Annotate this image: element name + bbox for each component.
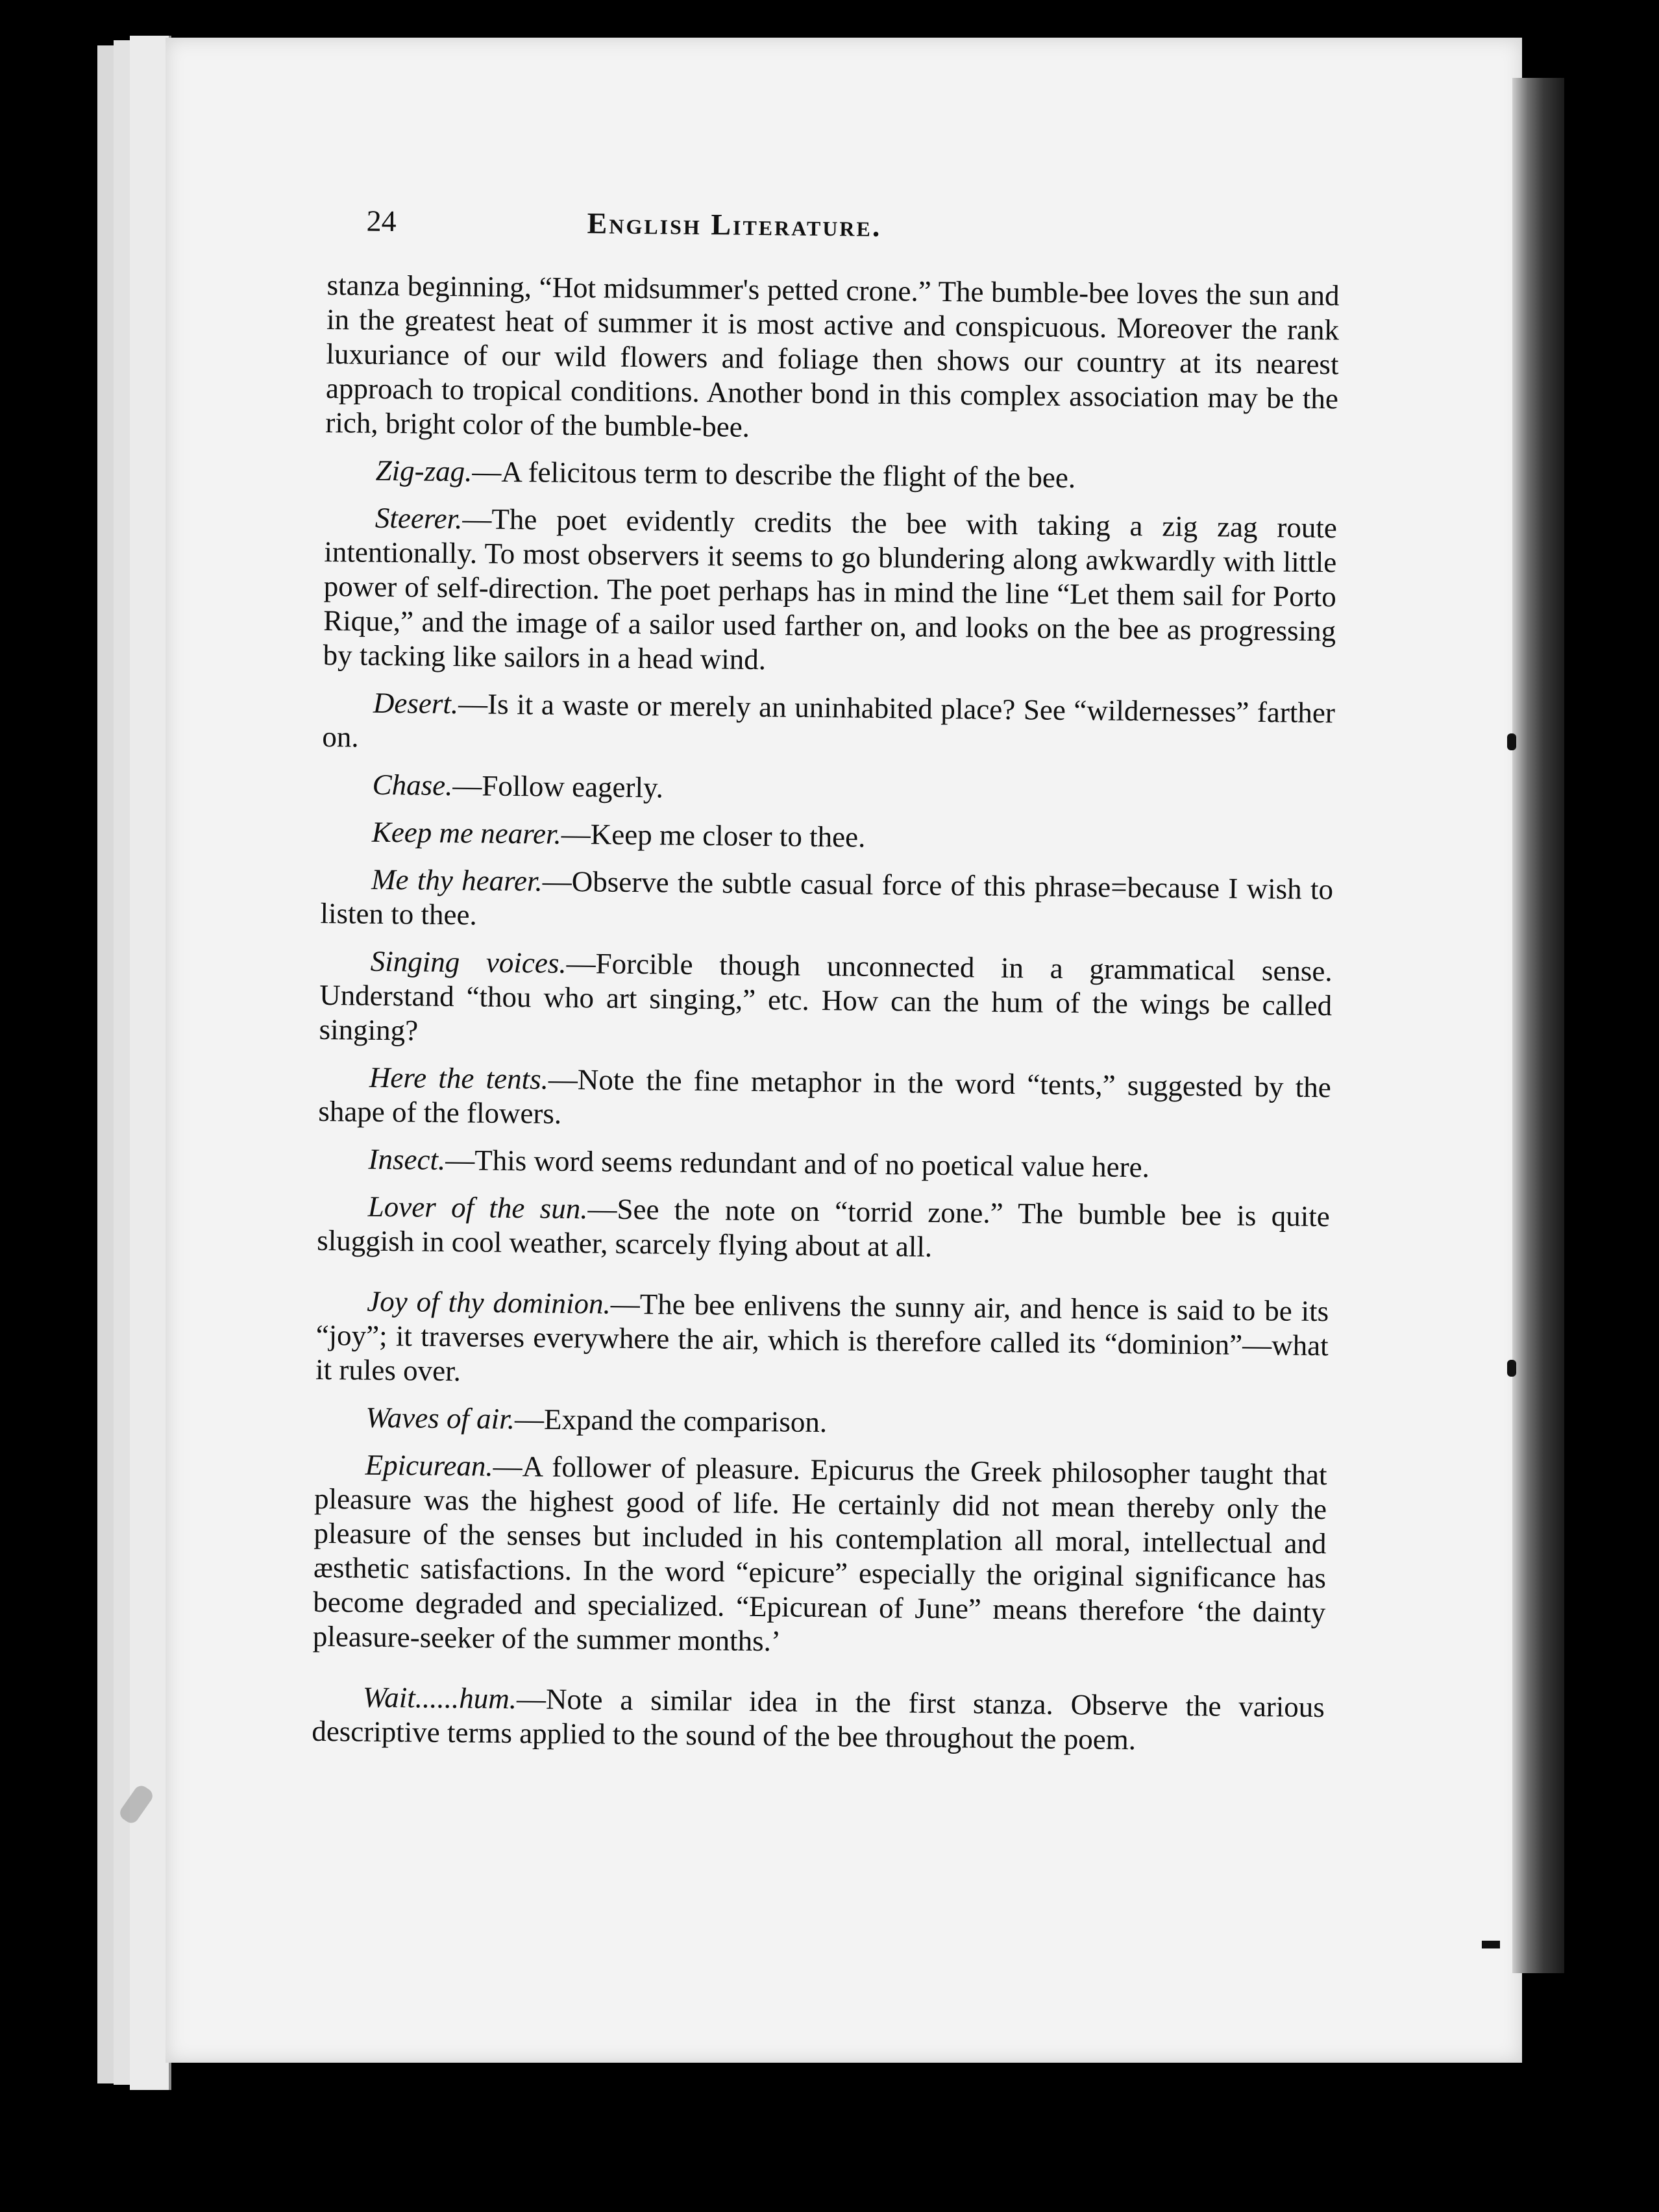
page-content bbox=[312, 203, 1340, 1772]
note-text: —The poet evidently credits the bee with taking a zig zag route intentionally. To most observers it seems to go blundering along awkwardly with little power of self-direction. The poet perhaps has in mind the line “Let them sail for Porto Rique,” and the image of a sailor used farther on, and looks on the bee as progressing by tacking like sailors in a head wind. bbox=[323, 502, 1338, 676]
page-header bbox=[327, 203, 1340, 259]
note-paragraph bbox=[318, 1060, 1331, 1139]
note-text: —See the note on “torrid zone.” The bumble bee is quite sluggish in cool weather, scarcely flying about at all. bbox=[317, 1192, 1330, 1263]
note-paragraph bbox=[319, 944, 1333, 1057]
note-text: —Note the fine metaphor in the word “tents,” suggested by the shape of the flowers. bbox=[318, 1063, 1332, 1130]
note-term: Zig-zag. bbox=[375, 454, 473, 488]
note-paragraph bbox=[321, 767, 1334, 812]
running-head: English Literature. bbox=[587, 206, 882, 243]
note-text: —Follow eagerly. bbox=[452, 769, 664, 804]
note-paragraph bbox=[320, 862, 1333, 941]
note-paragraph bbox=[317, 1189, 1330, 1268]
note-term: Epicurean. bbox=[365, 1448, 493, 1482]
spine-mark bbox=[1507, 733, 1516, 750]
note-paragraph bbox=[315, 1400, 1327, 1445]
note-text: —Expand the comparison. bbox=[514, 1403, 828, 1439]
note-text: —This word seems redundant and of no poetical value here. bbox=[445, 1143, 1150, 1184]
spine-mark bbox=[1507, 1360, 1516, 1377]
note-paragraph bbox=[322, 685, 1335, 765]
note-text: —A follower of pleasure. Epicurus the Greek philosopher taught that pleasure was the highest good of life. He certainly did not mean thereby only the pleasure of the senses but included in his contemplation all moral, intellectual and æsthetic satisfactions. In the word “epicure” especially the original significance has become degraded and specialized. “Epicurean of June” means therefore ‘the dainty pleasure-seeker of the summer months.’ bbox=[312, 1449, 1327, 1658]
note-text: —Keep me closer to thee. bbox=[561, 817, 866, 854]
note-paragraph bbox=[317, 1142, 1330, 1186]
book-page bbox=[166, 38, 1522, 2063]
opening-paragraph: stanza beginning, “Hot midsummer's petted crone.” The bumble-bee loves the sun and in the greatest heat of summer it is most active and conspicuous. Moreover the rank luxuriance of our wild flowers and foliage then shows our country at its nearest approach to tropical conditions. Another bond in this complex association may be the rich, bright color of the bumble-bee. bbox=[325, 268, 1340, 443]
notes-body bbox=[312, 268, 1340, 1759]
note-term: Me thy hearer. bbox=[371, 863, 543, 898]
page-number: 24 bbox=[366, 204, 397, 238]
note-paragraph bbox=[321, 815, 1334, 859]
note-paragraph bbox=[315, 1284, 1329, 1397]
note-term: Keep me nearer. bbox=[371, 815, 562, 850]
note-text: —Observe the subtle casual force of this phrase=because I wish to listen to thee. bbox=[320, 865, 1334, 931]
note-term: Singing voices. bbox=[370, 944, 567, 979]
note-term: Desert. bbox=[373, 686, 459, 720]
book-spine-shadow bbox=[1512, 78, 1564, 1973]
note-term: Wait......hum. bbox=[362, 1680, 517, 1715]
edge-mark bbox=[1482, 1941, 1500, 1948]
note-paragraph bbox=[313, 1447, 1327, 1664]
note-term: Steerer. bbox=[375, 501, 463, 535]
note-term: Chase. bbox=[372, 768, 453, 802]
note-term: Insect. bbox=[368, 1142, 446, 1176]
note-term: Joy of thy dominion. bbox=[367, 1284, 611, 1320]
note-paragraph bbox=[323, 500, 1337, 683]
note-term: Here the tents. bbox=[369, 1061, 549, 1096]
note-text: —Forcible though unconnected in a grammatical sense. Understand “thou who art singing,” etc. How can the hum of the wings be called singing? bbox=[319, 946, 1333, 1047]
note-text: —Is it a waste or merely an uninhabited place? See “wildernesses” farther on. bbox=[322, 687, 1336, 754]
note-paragraph bbox=[312, 1680, 1325, 1759]
note-term: Waves of air. bbox=[365, 1401, 515, 1436]
note-paragraph bbox=[325, 453, 1337, 498]
note-text: —A felicitous term to describe the flight of the bee. bbox=[472, 455, 1076, 495]
note-text: —Note a similar idea in the first stanza. Observe the various descriptive terms applied to the sound of the bee throughout the poem. bbox=[312, 1682, 1325, 1756]
note-text: —The bee enlivens the sunny air, and hence is said to be its “joy”; it traverses everywhere the air, which is therefore called its “dominion”—what it rules over. bbox=[315, 1287, 1329, 1388]
note-term: Lover of the sun. bbox=[367, 1190, 588, 1225]
